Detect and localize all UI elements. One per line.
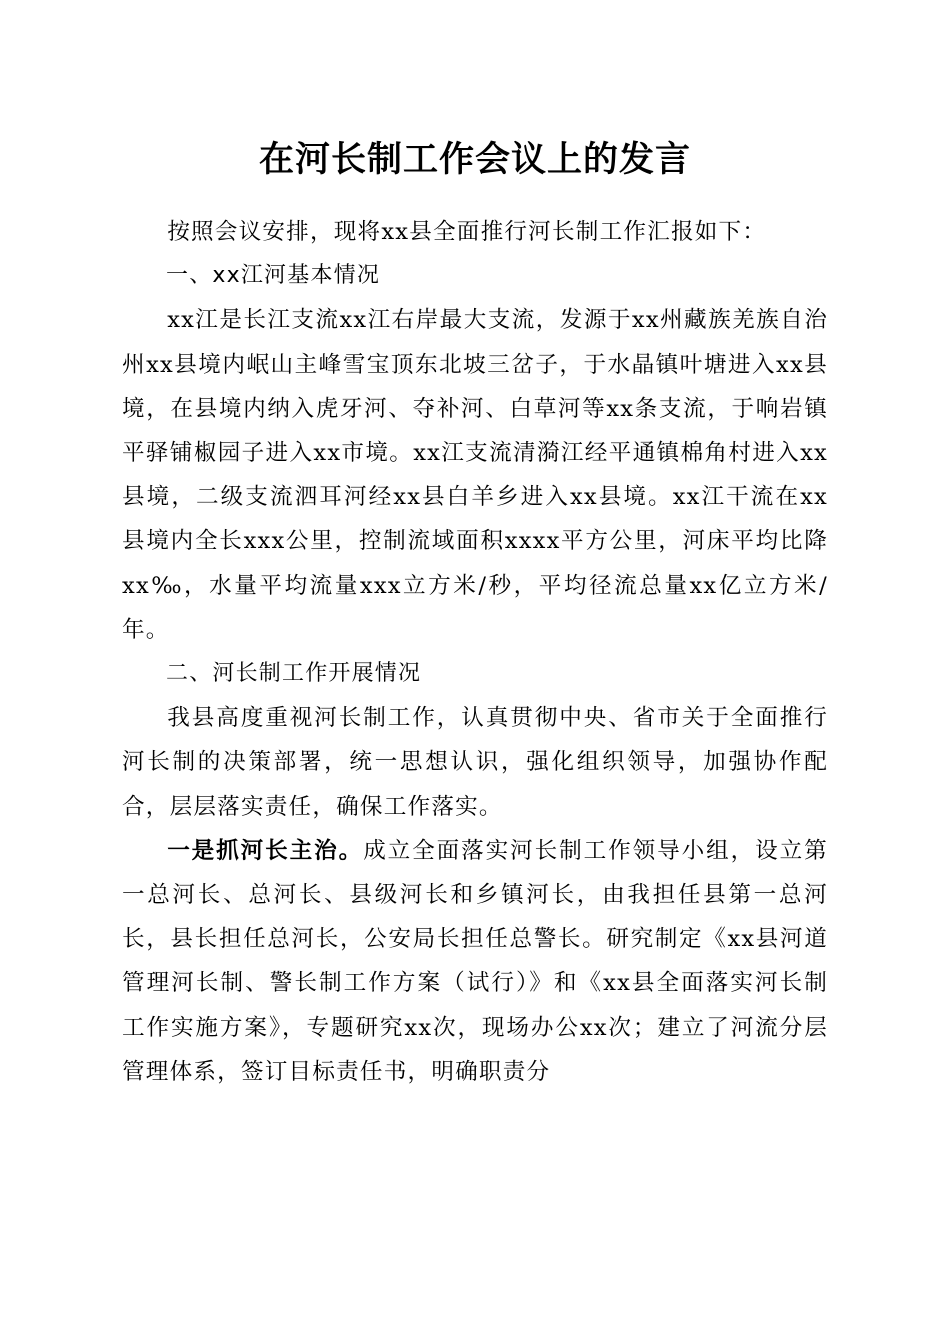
point-one-text: 成立全面落实河长制工作领导小组，设立第一总河长、总河长、县级河长和乡镇河长，由我担任县第一总河长，县长担任总河长，公安局长担任总警长。研究制定《xx县河道管理河长制、警长制工作方案（试行）》和《xx县全面落实河长制工作实施方案》，专题研究xx次，现场办公xx次；建立了河流分层管理体系，签订目标责任书，明确职责分	[122, 837, 828, 1085]
paragraph-point-one	[122, 829, 828, 1094]
section-heading-work-progress: 二、河长制工作开展情况	[166, 661, 422, 687]
intro-paragraph: 按照会议安排，现将xx县全面推行河长制工作汇报如下：	[167, 219, 767, 245]
document-title: 在河长制工作会议上的发言	[258, 139, 691, 180]
section-heading-basic-info: 一、xx江河基本情况	[166, 263, 381, 289]
point-one-lead: 一是抓河长主治。	[167, 837, 364, 864]
paragraph-river-info: xx江是长江支流xx江右岸最大支流，发源于xx州藏族羌族自治州xx县境内岷山主峰雪宝顶东北坡三岔子，于水晶镇叶塘进入xx县境，在县境内纳入虎牙河、夺补河、白草河等xx条支流，于响岩镇平驿铺椒园子进入xx市境。xx江支流清漪江经平通镇棉角村进入xx县境，二级支流泗耳河经xx县白羊乡进入xx县境。xx江干流在xx县境内全长xxx公里，控制流域面积xxxx平方公里，河床平均比降xx‰，水量平均流量xxx立方米/秒，平均径流总量xx亿立方米/年。	[122, 307, 828, 643]
paragraph-work-overview: 我县高度重视河长制工作，认真贯彻中央、省市关于全面推行河长制的决策部署，统一思想认识，强化组织领导，加强协作配合，层层落实责任，确保工作落实。	[122, 705, 828, 820]
document-body	[122, 210, 828, 1094]
